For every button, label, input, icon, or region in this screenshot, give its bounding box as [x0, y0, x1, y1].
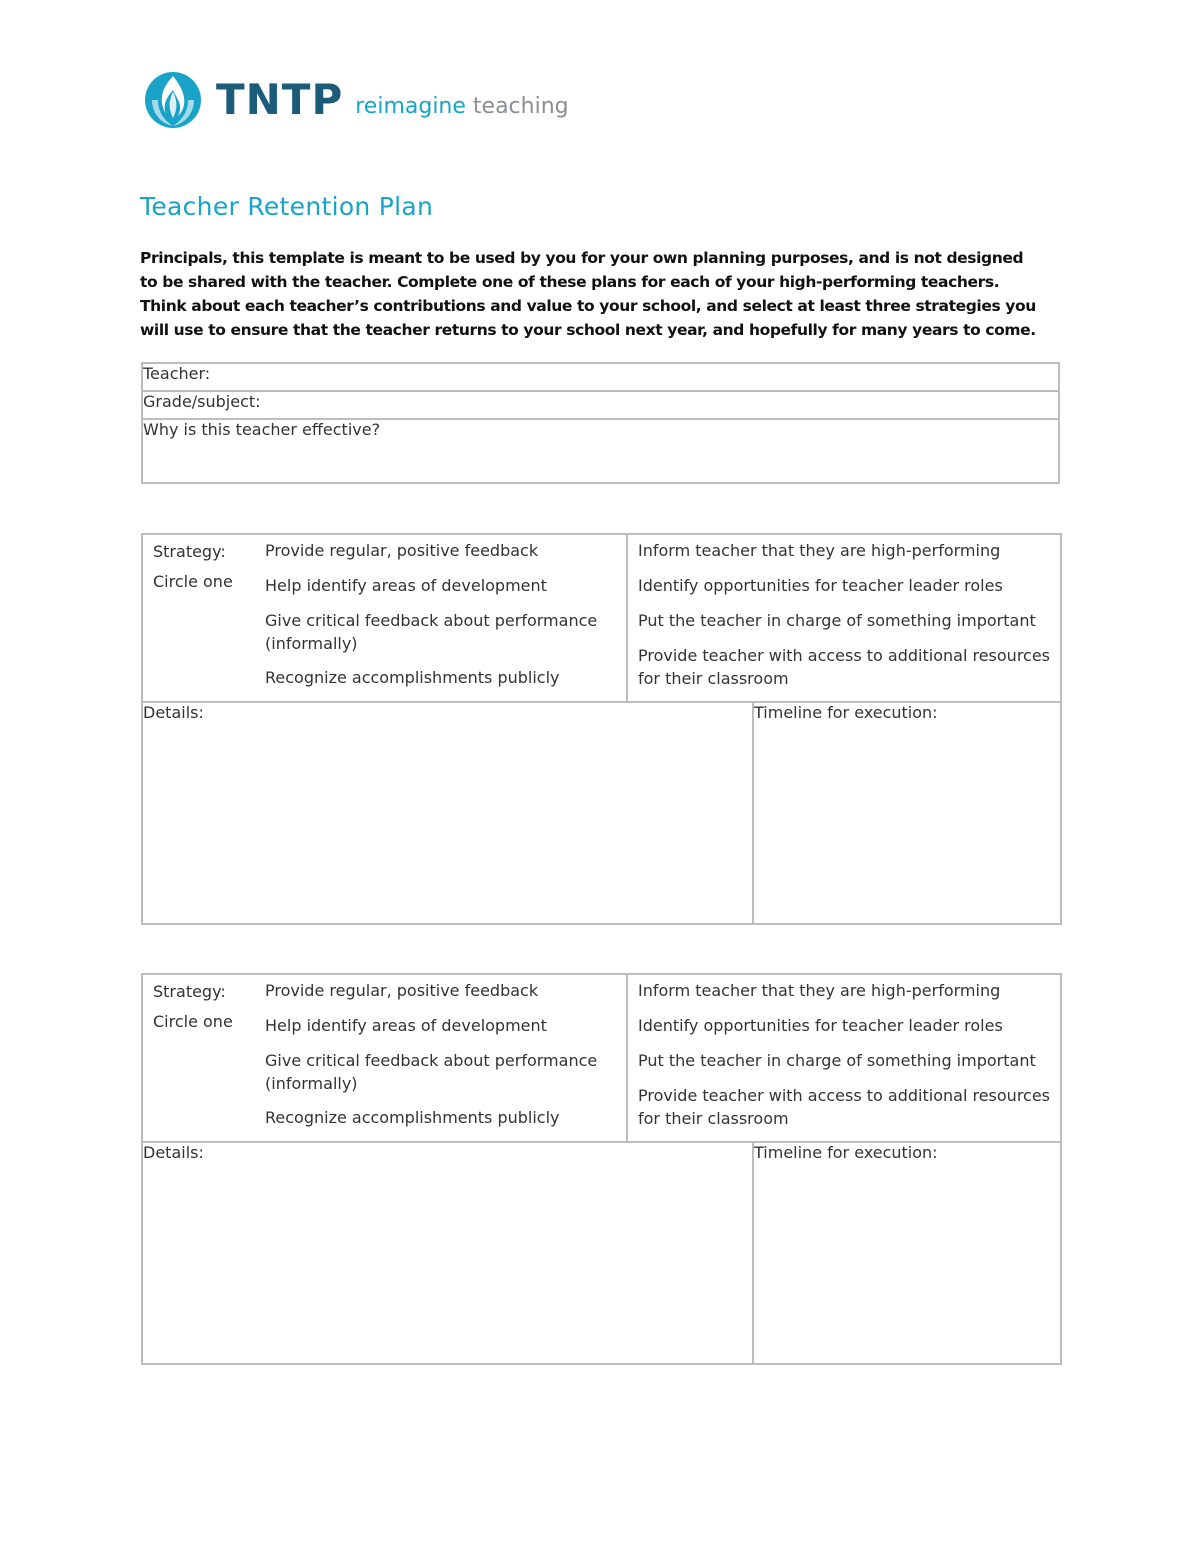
timeline-label: Timeline for execution: — [754, 703, 938, 722]
strategy-option[interactable]: Inform teacher that they are high-performing — [638, 981, 1001, 1000]
strategy-label: Strategy: — [153, 982, 226, 1001]
logo-tagline — [355, 96, 568, 118]
strategy-option[interactable]: Identify opportunities for teacher leader roles — [638, 576, 1003, 595]
strategy-option[interactable]: Give critical feedback about performance (informally) — [265, 1051, 598, 1093]
logo-wordmark: TNTP — [216, 75, 344, 124]
teacher-label: Teacher: — [143, 364, 211, 383]
strategy-option[interactable]: Provide teacher with access to additional resources for their classroom — [638, 646, 1051, 688]
strategy-options-left — [265, 534, 627, 702]
details-field[interactable] — [142, 1142, 753, 1364]
teacher-field[interactable] — [142, 363, 1059, 391]
strategy-option[interactable]: Put the teacher in charge of something important — [638, 611, 1036, 630]
details-label: Details: — [143, 1143, 204, 1162]
strategy-option[interactable]: Provide regular, positive feedback — [265, 541, 539, 560]
strategy-option[interactable]: Inform teacher that they are high-performing — [638, 541, 1001, 560]
strategy-option[interactable]: Identify opportunities for teacher leader roles — [638, 1016, 1003, 1035]
logo-tagline-teaching: teaching — [465, 94, 569, 119]
strategy-option[interactable]: Help identify areas of development — [265, 576, 547, 595]
why-effective-label: Why is this teacher effective? — [143, 420, 381, 439]
circle-one-label: Circle one — [153, 572, 233, 591]
timeline-label: Timeline for execution: — [754, 1143, 938, 1162]
teacher-info-table — [141, 362, 1060, 484]
strategy-option[interactable]: Provide teacher with access to additional resources for their classroom — [638, 1086, 1051, 1128]
logo-tagline-reimagine: reimagine — [355, 94, 466, 119]
details-field[interactable] — [142, 702, 753, 924]
strategy-option[interactable]: Give critical feedback about performance (informally) — [265, 611, 598, 653]
page-title: Teacher Retention Plan — [140, 192, 434, 221]
strategy-option[interactable]: Help identify areas of development — [265, 1016, 547, 1035]
tntp-logo — [140, 70, 569, 130]
strategy-options-right — [627, 974, 1061, 1142]
why-effective-field[interactable] — [142, 419, 1059, 483]
strategy-block-1 — [141, 533, 1062, 925]
strategy-option[interactable]: Put the teacher in charge of something important — [638, 1051, 1036, 1070]
timeline-field[interactable] — [753, 1142, 1061, 1364]
strategy-block-2 — [141, 973, 1062, 1365]
grade-subject-label: Grade/subject: — [143, 392, 261, 411]
intro-paragraph: Principals, this template is meant to be used by you for your own planning purposes, and is not designed to be shared with the teacher. Complete one of these plans for each of your high-performing teachers. Think about each teacher’s contributions and value to your school, and select at least three strategies you will use to ensure that the teacher returns to your school next year, and hopefully for many years to come. — [140, 249, 1036, 339]
timeline-field[interactable] — [753, 702, 1061, 924]
strategy-options-right — [627, 534, 1061, 702]
strategy-option[interactable]: Recognize accomplishments publicly — [265, 1108, 560, 1127]
details-label: Details: — [143, 703, 204, 722]
strategy-label-cell — [142, 974, 265, 1142]
grade-subject-field[interactable] — [142, 391, 1059, 419]
circle-one-label: Circle one — [153, 1012, 233, 1031]
strategy-label-cell — [142, 534, 265, 702]
strategy-option[interactable]: Recognize accomplishments publicly — [265, 668, 560, 687]
strategy-label: Strategy: — [153, 542, 226, 561]
strategy-options-left — [265, 974, 627, 1142]
strategy-option[interactable]: Provide regular, positive feedback — [265, 981, 539, 1000]
flame-logo-icon — [140, 70, 206, 130]
